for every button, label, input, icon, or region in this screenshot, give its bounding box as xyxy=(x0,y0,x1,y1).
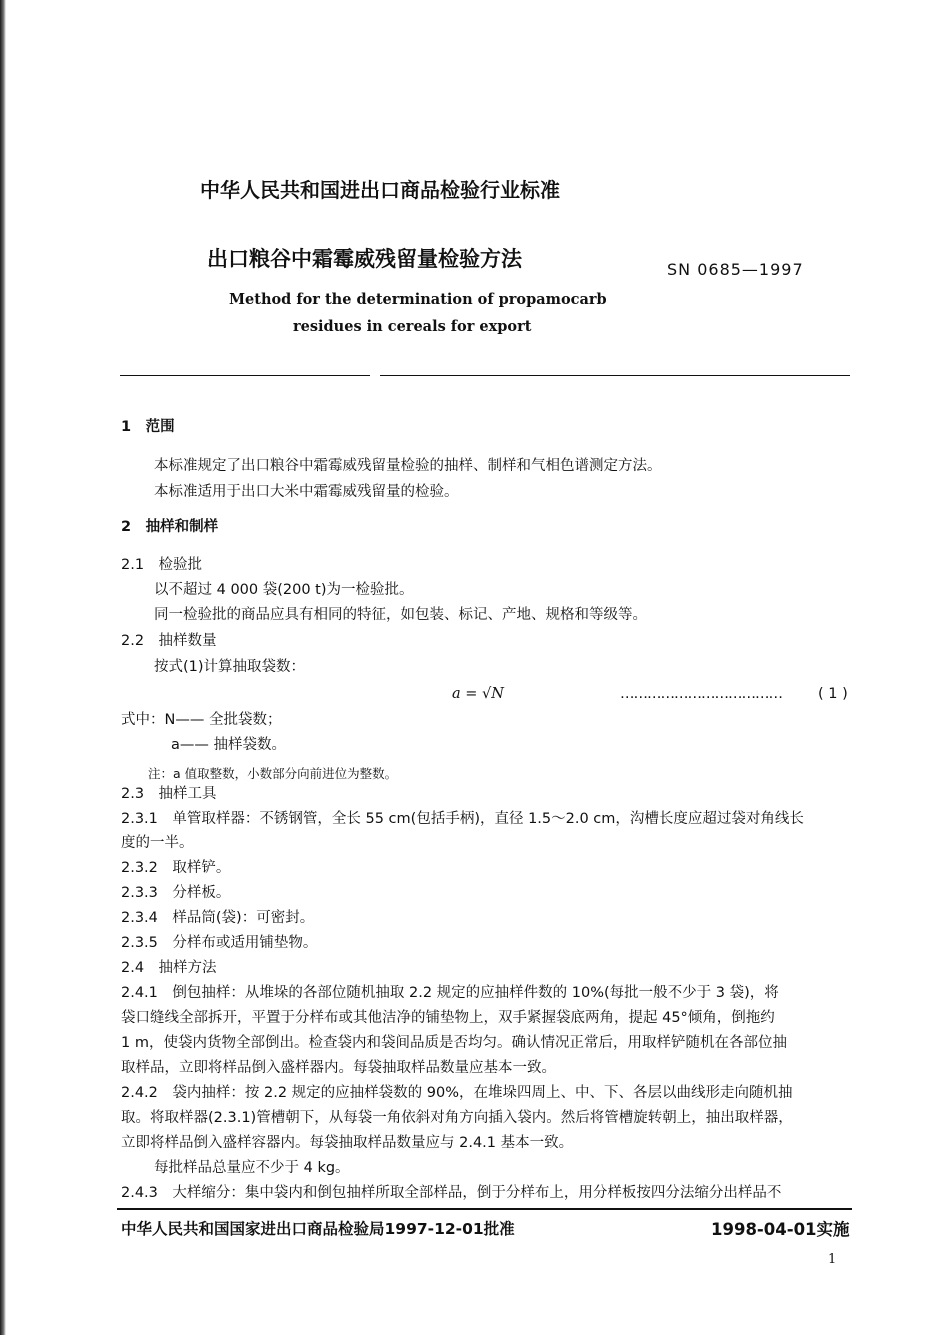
clause-2-1-title: 2.1 检验批 xyxy=(121,557,203,573)
formula-leader-dots: ……………………………… xyxy=(620,686,782,702)
document-title-cn: 出口粮谷中霜霉威残留量检验方法 xyxy=(207,247,522,271)
section-1-paragraph-2: 本标准适用于出口大米中霜霉威残留量的检验。 xyxy=(154,484,459,500)
header-rule-right xyxy=(380,375,850,376)
formula-number: ( 1 ) xyxy=(818,686,848,702)
clause-2-4-2-line4: 每批样品总量应不少于 4 kg。 xyxy=(154,1160,350,1176)
formula-where-a: a—— 抽样袋数。 xyxy=(171,737,286,753)
clause-2-4-1-line3: 1 m，使袋内货物全部倒出。检查袋内和袋间品质是否均匀。确认情况正常后，用取样铲随机在各部位抽 xyxy=(121,1035,787,1051)
standard-number: SN 0685—1997 xyxy=(667,260,804,279)
clause-2-3-1-line2: 度的一半。 xyxy=(121,835,194,851)
section-1-heading: 1 范围 xyxy=(121,419,175,435)
formula-where-n: 式中：N—— 全批袋数； xyxy=(121,712,282,728)
issuing-authority: 中华人民共和国进出口商品检验行业标准 xyxy=(200,178,560,202)
clause-2-4-1-line4: 取样品，立即将样品倒入盛样器内。每袋抽取样品数量应基本一致。 xyxy=(121,1060,556,1076)
clause-2-4-1-line1: 2.4.1 倒包抽样：从堆垛的各部位随机抽取 2.2 规定的应抽样件数的 10%(每批一般不少于 3 袋)，将 xyxy=(121,985,779,1001)
section-1-paragraph-1: 本标准规定了出口粮谷中霜霉威残留量检验的抽样、制样和气相色谱测定方法。 xyxy=(154,458,662,474)
clause-2-3-1-line1: 2.3.1 单管取样器：不锈钢管，全长 55 cm(包括手柄)，直径 1.5～2.0 cm，沟槽长度应超过袋对角线长 xyxy=(121,811,804,827)
clause-2-4-2-line1: 2.4.2 袋内抽样：按 2.2 规定的应抽样袋数的 90%，在堆垛四周上、中、下、各层以曲线形走向随机抽 xyxy=(121,1085,793,1101)
document-title-en-line1: Method for the determination of propamocarb xyxy=(229,291,607,308)
clause-2-2-paragraph: 按式(1)计算抽取袋数： xyxy=(154,659,306,675)
clause-2-3-4: 2.3.4 样品筒(袋)：可密封。 xyxy=(121,910,315,926)
clause-2-4-3-line1: 2.4.3 大样缩分：集中袋内和倒包抽样所取全部样品，倒于分样布上，用分样板按四分法缩分出样品不 xyxy=(121,1185,782,1201)
header-rule-left xyxy=(120,375,370,376)
footer-rule xyxy=(117,1208,852,1210)
footer-approval: 中华人民共和国国家进出口商品检验局1997-12-01批准 xyxy=(121,1220,515,1238)
clause-2-2-title: 2.2 抽样数量 xyxy=(121,633,217,649)
clause-2-3-2: 2.3.2 取样铲。 xyxy=(121,860,231,876)
clause-2-1-paragraph-1: 以不超过 4 000 袋(200 t)为一检验批。 xyxy=(154,582,414,598)
clause-2-1-paragraph-2: 同一检验批的商品应具有相同的特征，如包装、标记、产地、规格和等级等。 xyxy=(154,607,647,623)
formula: a = √N xyxy=(452,686,504,702)
document-title-en-line2: residues in cereals for export xyxy=(293,318,532,335)
page-number: 1 xyxy=(828,1252,837,1267)
clause-2-4-2-line3: 立即将样品倒入盛样容器内。每袋抽取样品数量应与 2.4.1 基本一致。 xyxy=(121,1135,574,1151)
clause-2-4-1-line2: 袋口缝线全部拆开，平置于分样布或其他洁净的铺垫物上，双手紧握袋底两角，提起 45°倾角，倒拖约 xyxy=(121,1010,775,1026)
footer-implementation-date: 1998-04-01实施 xyxy=(711,1220,850,1239)
scan-edge xyxy=(0,0,6,1335)
formula-note: 注：a 值取整数，小数部分向前进位为整数。 xyxy=(148,766,398,781)
section-2-heading: 2 抽样和制样 xyxy=(121,519,219,535)
clause-2-3-title: 2.3 抽样工具 xyxy=(121,786,217,802)
clause-2-4-title: 2.4 抽样方法 xyxy=(121,960,217,976)
clause-2-3-3: 2.3.3 分样板。 xyxy=(121,885,231,901)
clause-2-4-2-line2: 取。将取样器(2.3.1)管槽朝下，从每袋一角依斜对角方向插入袋内。然后将管槽旋转朝上，抽出取样器， xyxy=(121,1110,793,1126)
clause-2-3-5: 2.3.5 分样布或适用铺垫物。 xyxy=(121,935,318,951)
